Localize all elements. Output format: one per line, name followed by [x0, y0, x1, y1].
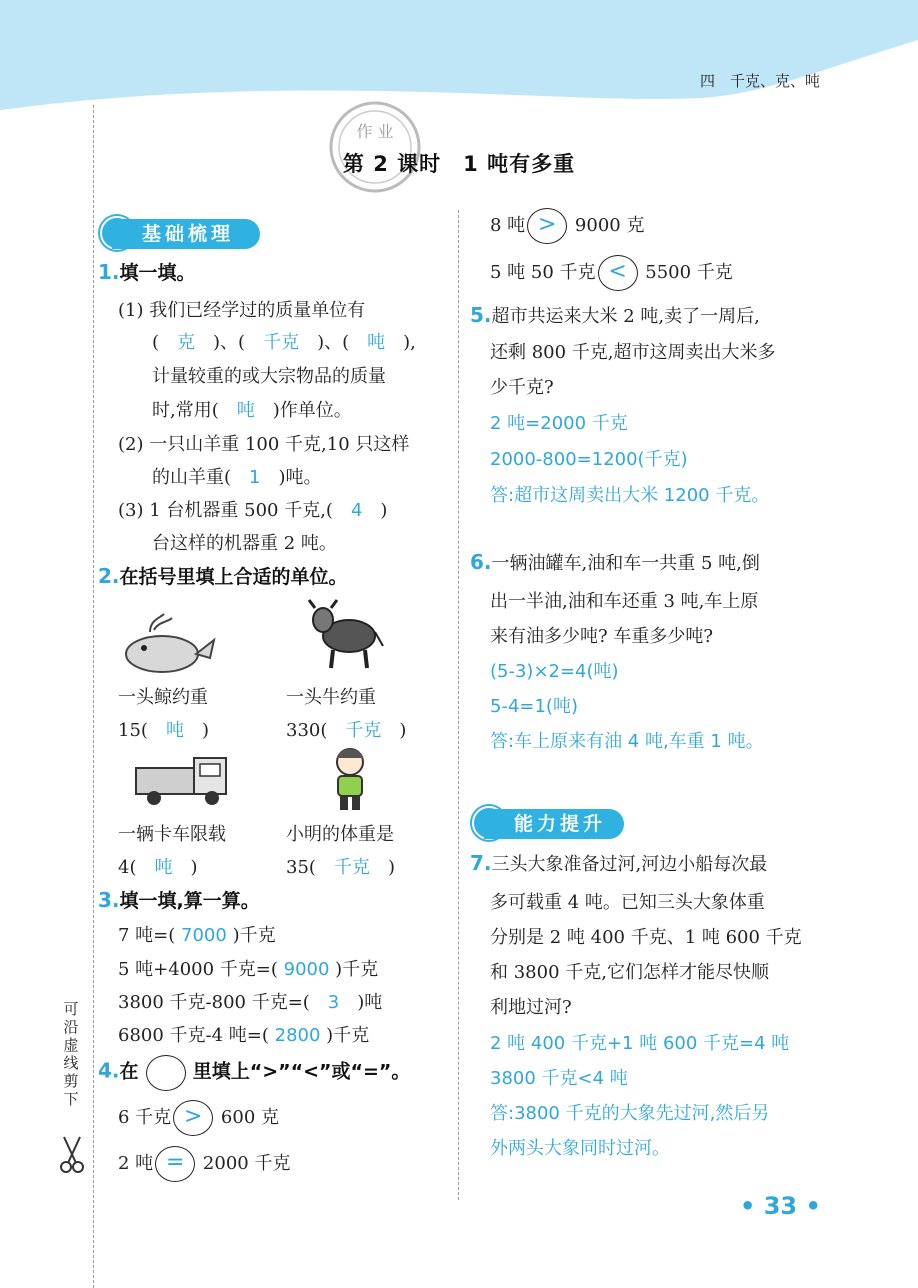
truck-picture: [132, 754, 232, 810]
svg-text:作 业: 作 业: [356, 122, 394, 141]
q3-answer-3: 3: [327, 992, 340, 1013]
cow-text: 一头牛约重: [286, 687, 376, 708]
q4-row-3: 8 吨 > 9000 克: [490, 208, 644, 244]
q3-row-1: 7 吨=( 7000 )千克: [118, 925, 276, 946]
cut-dashed-line: [93, 105, 94, 1288]
q5-line1: 5.超市共运来大米 2 吨,卖了一周后,: [470, 303, 760, 327]
q2-number: 2.: [98, 564, 120, 588]
q7-line4: 和 3800 千克,它们怎样才能尽快顺: [490, 962, 769, 983]
q4-heading: 4.在 里填上“>”“<”或“=”。: [98, 1055, 410, 1091]
q6-line3: 来有油多少吨? 车重多少吨?: [490, 626, 714, 647]
q3-title: 填一填,算一算。: [119, 890, 260, 912]
whale-answer: 吨: [165, 720, 184, 741]
q1-p2-line1: (2) 一只山羊重 100 千克,10 只这样: [118, 434, 410, 455]
q7-answer-3: 答:3800 千克的大象先过河,然后另: [490, 1103, 770, 1124]
q6-number: 6.: [470, 550, 492, 574]
q7-answer-4: 外两头大象同时过河。: [490, 1138, 670, 1159]
scissors-icon: [58, 1135, 86, 1175]
boy-answer: 千克: [333, 857, 370, 878]
q1-heading: [98, 258, 196, 285]
empty-circle-icon: [146, 1055, 186, 1091]
q3-row-2: 5 吨+4000 千克=( 9000 )千克: [118, 959, 379, 980]
q3-answer-2: 9000: [283, 959, 330, 980]
q7-line5: 利地过河?: [490, 997, 572, 1018]
q1-p1-line1: (1) 我们已经学过的质量单位有: [118, 300, 366, 321]
truck-answer: 吨: [154, 857, 173, 878]
q3-answer-1: 7000: [181, 925, 227, 946]
cow-answer: 千克: [345, 720, 382, 741]
q1-p1-line2: ( 克 )、( 千克 )、( 吨 ),: [152, 332, 416, 353]
q6-answer-1: (5-3)×2=4(吨): [490, 661, 619, 682]
q1-answer-1: 克: [177, 332, 196, 353]
q5-line2: 还剩 800 千克,超市这周卖出大米多: [490, 342, 776, 363]
header-wave-band: [0, 0, 918, 110]
cow-answer-line: 330( 千克 ): [286, 720, 407, 741]
column-divider: [458, 210, 459, 1200]
q2-title: 在括号里填上合适的单位。: [119, 566, 348, 588]
q1-p3-line2: 台这样的机器重 2 吨。: [152, 533, 337, 554]
cow-picture: [305, 596, 385, 672]
q3-answer-4: 2800: [274, 1025, 321, 1046]
q1-number: 1.: [98, 260, 120, 284]
q6-answer-3: 答:车上原来有油 4 吨,车重 1 吨。: [490, 731, 764, 752]
q4-row-1: 6 千克 > 600 克: [118, 1100, 279, 1136]
q3-number: 3.: [98, 888, 120, 912]
q6-answer-2: 5-4=1(吨): [490, 696, 578, 717]
q3-row-4: 6800 千克-4 吨=( 2800 )千克: [118, 1025, 370, 1046]
lesson-title: 第 2 课时 1 吨有多重: [342, 152, 576, 176]
q1-answer-2: 千克: [263, 332, 300, 353]
q4-answer-3: >: [527, 208, 567, 244]
truck-text: 一辆卡车限载: [118, 824, 226, 845]
q7-line2: 多可载重 4 吨。已知三头大象体重: [490, 892, 765, 913]
q1-answer-6: 4: [350, 500, 363, 521]
truck-answer-line: 4( 吨 ): [118, 857, 198, 878]
q5-answer-3: 答:超市这周卖出大米 1200 千克。: [490, 485, 770, 506]
q1-answer-4: 吨: [236, 400, 255, 421]
q1-answer-3: 吨: [367, 332, 386, 353]
q4-number: 4.: [98, 1058, 120, 1083]
boy-text: 小明的体重是: [286, 824, 394, 845]
q7-line1: 7.三头大象准备过河,河边小船每次最: [470, 851, 768, 875]
q4-row-4: 5 吨 50 千克 < 5500 千克: [490, 255, 733, 291]
section-advanced-badge: 能力提升: [484, 809, 624, 839]
section-basic-badge: 基础梳理: [112, 219, 260, 249]
whale-picture: [120, 610, 216, 674]
q4-answer-4: <: [598, 255, 638, 291]
q4-answer-1: >: [173, 1100, 213, 1136]
cut-note: 可沿虚线剪下: [63, 1000, 79, 1108]
stamp-logo: [320, 92, 430, 202]
page-number: • 33 •: [740, 1192, 821, 1220]
q7-line3: 分别是 2 吨 400 千克、1 吨 600 千克: [490, 927, 802, 948]
whale-text: 一头鲸约重: [118, 687, 208, 708]
q1-title: 填一填。: [119, 262, 196, 284]
q3-row-3: 3800 千克-800 千克=( 3 )吨: [118, 992, 383, 1013]
q1-p1-line3: 计量较重的或大宗物品的质量: [152, 366, 386, 387]
q5-line3: 少千克?: [490, 377, 554, 398]
q4-row-2: 2 吨 = 2000 千克: [118, 1146, 290, 1182]
q7-answer-1: 2 吨 400 千克+1 吨 600 千克=4 吨: [490, 1033, 790, 1054]
chapter-label: 四 千克、克、吨: [700, 72, 821, 90]
q2-heading: [98, 562, 348, 589]
q6-line2: 出一半油,油和车还重 3 吨,车上原: [490, 591, 759, 612]
q6-line1: 6.一辆油罐车,油和车一共重 5 吨,倒: [470, 550, 760, 574]
boy-answer-line: 35( 千克 ): [286, 857, 395, 878]
q1-p2-line2: 的山羊重( 1 )吨。: [152, 467, 322, 488]
q5-number: 5.: [470, 303, 492, 327]
q3-heading: [98, 886, 260, 913]
q1-p3-line1: (3) 1 台机器重 500 千克,( 4 ): [118, 500, 388, 521]
whale-answer-line: 15( 吨 ): [118, 720, 209, 741]
q1-p1-line4: 时,常用( 吨 )作单位。: [152, 400, 352, 421]
q7-answer-2: 3800 千克<4 吨: [490, 1068, 628, 1089]
q1-answer-5: 1: [249, 467, 261, 488]
boy-picture: [326, 744, 376, 812]
q5-answer-2: 2000-800=1200(千克): [490, 449, 688, 470]
q7-number: 7.: [470, 851, 492, 875]
q5-answer-1: 2 吨=2000 千克: [490, 413, 628, 434]
q4-answer-2: =: [155, 1146, 195, 1182]
